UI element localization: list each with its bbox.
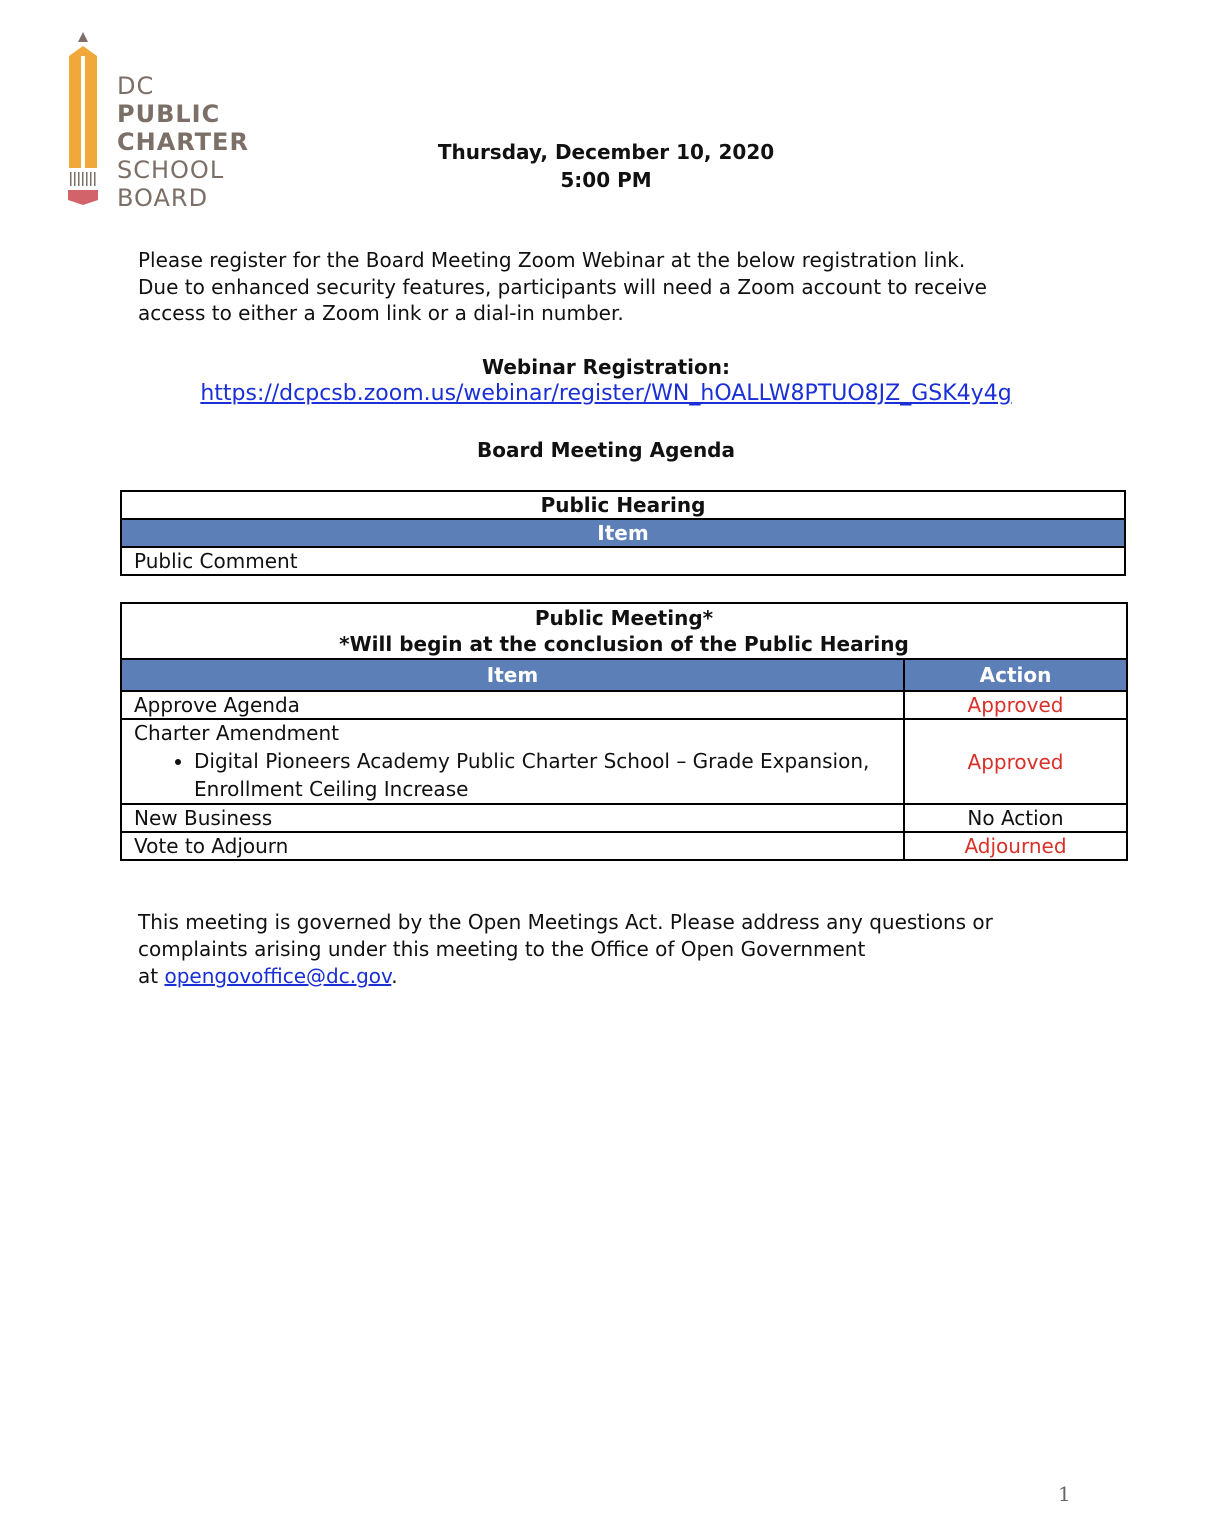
footer-line-2: complaints arising under this meeting to the Office of Open Government xyxy=(138,937,866,961)
footer-prefix: at xyxy=(138,964,159,988)
sub-item-list xyxy=(134,747,891,803)
row-item: Approve Agenda xyxy=(121,691,904,719)
public-hearing-title: Public Hearing xyxy=(121,491,1125,519)
logo-line-public: PUBLIC xyxy=(117,100,221,128)
row-action: Approved xyxy=(904,691,1127,719)
intro-line-3: access to either a Zoom link or a dial-in number. xyxy=(138,301,624,325)
logo-line-dc: DC xyxy=(117,72,155,100)
webinar-registration-label: Webinar Registration: xyxy=(482,355,730,379)
row-action: Adjourned xyxy=(904,832,1127,860)
public-hearing-row: Public Comment xyxy=(121,547,1125,575)
action-column-header: Action xyxy=(904,659,1127,691)
meeting-time: 5:00 PM xyxy=(560,168,652,192)
footer-suffix: . xyxy=(391,964,398,988)
footer-line-3 xyxy=(138,963,1098,990)
webinar-registration-link[interactable]: https://dcpcsb.zoom.us/webinar/register/WN_hOALLW8PTUO8JZ_GSK4y4g xyxy=(200,381,1012,406)
table-row xyxy=(121,832,1127,860)
public-meeting-subtitle: *Will begin at the conclusion of the Public Hearing xyxy=(339,632,909,656)
page-number: 1 xyxy=(1058,1482,1071,1506)
table-row xyxy=(121,804,1127,832)
logo-line-charter: CHARTER xyxy=(117,128,249,156)
open-meetings-paragraph xyxy=(138,909,1098,990)
item-column-header: Item xyxy=(121,659,904,691)
public-meeting-table xyxy=(120,602,1128,861)
public-meeting-title: Public Meeting* xyxy=(534,606,714,630)
row-action: Approved xyxy=(904,719,1127,804)
public-hearing-item-header: Item xyxy=(121,519,1125,547)
logo-line-board: BOARD xyxy=(117,184,209,212)
table-row xyxy=(121,691,1127,719)
public-meeting-title-cell xyxy=(121,603,1127,659)
row-action: No Action xyxy=(904,804,1127,832)
intro-line-2: Due to enhanced security features, participants will need a Zoom account to receive xyxy=(138,275,987,299)
table-row xyxy=(121,719,1127,804)
agenda-title: Board Meeting Agenda xyxy=(477,438,735,462)
row-item: Vote to Adjourn xyxy=(121,832,904,860)
row-item: Charter Amendment xyxy=(134,721,339,745)
intro-line-1: Please register for the Board Meeting Zoom Webinar at the below registration link. xyxy=(138,248,966,272)
open-gov-email-link[interactable]: opengovoffice@dc.gov xyxy=(164,964,392,988)
public-hearing-table xyxy=(120,490,1126,576)
footer-line-1: This meeting is governed by the Open Meetings Act. Please address any questions or xyxy=(138,910,993,934)
intro-paragraph xyxy=(138,247,1098,327)
row-item: New Business xyxy=(121,804,904,832)
sub-item: • Digital Pioneers Academy Public Charter School – Grade Expansion, Enrollment Ceiling Increase xyxy=(194,747,891,803)
logo-line-school: SCHOOL xyxy=(117,156,225,184)
meeting-datetime xyxy=(0,138,1212,194)
row-item-cell xyxy=(121,719,904,804)
meeting-date: Thursday, December 10, 2020 xyxy=(437,140,775,164)
